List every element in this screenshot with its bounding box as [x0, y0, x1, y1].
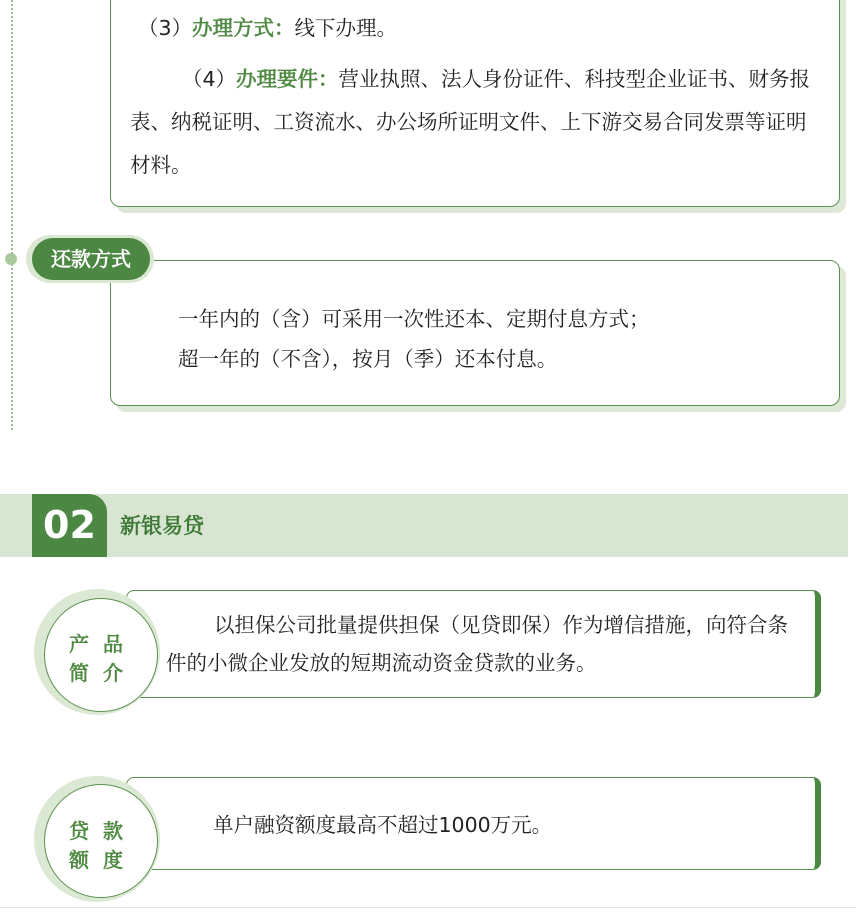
item-3-label: 办理方式：: [192, 16, 295, 40]
item-3-prefix: （3）: [138, 16, 193, 40]
repayment-line-1: 一年内的（含）可采用一次性还本、定期付息方式；: [178, 307, 650, 331]
loan-amount-label-1: 贷款: [69, 819, 137, 843]
timeline-dotted-line: [11, 0, 13, 430]
item-4-text: 营业执照、法人身份证件、科技型企业证书、财务报表、纳税证明、工资流水、办公场所证明文件、上下游交易合同发票等证明材料。: [130, 67, 811, 177]
repayment-line-2: 超一年的（不含），按月（季）还本付息。: [178, 347, 558, 371]
section-number: 02: [43, 503, 96, 547]
item-4-prefix: （4）: [182, 67, 237, 91]
product-intro-text: 以担保公司批量提供担保（见贷即保）作为增信措施，向符合条件的小微企业发放的短期流动资金贷款的业务。: [166, 613, 788, 675]
timeline-dot: [5, 253, 17, 265]
item-3-text: 线下办理。: [294, 16, 398, 40]
item-3-paragraph: [138, 7, 397, 50]
item-4-paragraph: [130, 58, 822, 187]
product-intro-label-1: 产品: [69, 632, 137, 656]
loan-amount-text: 单户融资额度最高不超过1000万元。: [213, 813, 553, 837]
loan-amount-label-2: 额度: [69, 848, 137, 872]
product-intro-label-2: 简介: [69, 661, 137, 685]
section-title: 新银易贷: [120, 514, 204, 538]
item-4-label: 办理要件：: [236, 67, 339, 91]
bottom-divider: [0, 907, 856, 908]
repayment-tag: 还款方式: [32, 238, 150, 280]
